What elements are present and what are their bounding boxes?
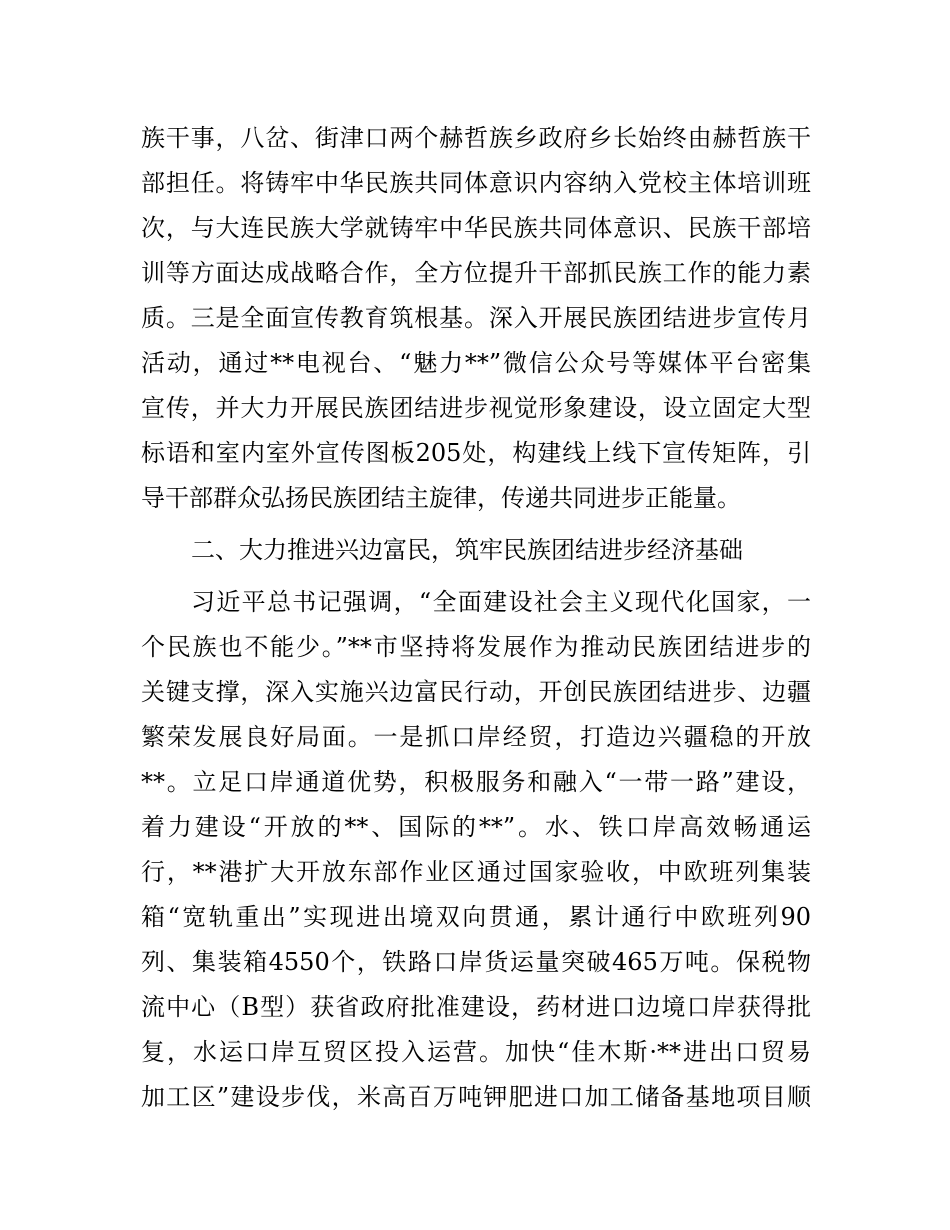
paragraph-line: 加工区”建设步伐，米高百万吨钾肥进口加工储备基地项目顺: [141, 1083, 811, 1111]
paragraph-line: 宣传，并大力开展民族团结进步视觉形象建设，设立固定大型: [141, 394, 811, 422]
paragraph-line: **。立足口岸通道优势，积极服务和融入“一带一路”建设，: [141, 768, 811, 796]
paragraph-line: 着力建设“开放的**、国际的**”。水、铁口岸高效畅通运: [141, 813, 811, 841]
document-body: [141, 116, 811, 1120]
paragraph-line: 列、集装箱4550个，铁路口岸货运量突破465万吨。保税物: [141, 948, 811, 976]
paragraph-1: [141, 116, 811, 521]
paragraph-line: 标语和室内室外宣传图板205处，构建线上线下宣传矩阵，引: [141, 439, 811, 467]
paragraph-line: 次，与大连民族大学就铸牢中华民族共同体意识、民族干部培: [141, 214, 811, 242]
section-heading: 二、大力推进兴边富民，筑牢民族团结进步经济基础: [191, 536, 743, 564]
paragraph-2: [141, 580, 811, 1120]
paragraph-line: 导干部群众弘扬民族团结主旋律，传递共同进步正能量。: [141, 484, 741, 512]
paragraph-line: 箱“宽轨重出”实现进出境双向贯通，累计通行中欧班列90: [141, 903, 811, 931]
paragraph-line: 质。三是全面宣传教育筑根基。深入开展民族团结进步宣传月: [141, 304, 811, 332]
paragraph-line: 复，水运口岸互贸区投入运营。加快“佳木斯·**进出口贸易: [141, 1038, 811, 1066]
paragraph-line: 部担任。将铸牢中华民族共同体意识内容纳入党校主体培训班: [141, 169, 811, 197]
paragraph-line: 关键支撑，深入实施兴边富民行动，开创民族团结进步、边疆: [141, 678, 811, 706]
paragraph-line: 族干事，八岔、街津口两个赫哲族乡政府乡长始终由赫哲族干: [141, 124, 811, 152]
paragraph-line: 活动，通过**电视台、“魅力**”微信公众号等媒体平台密集: [141, 349, 811, 377]
paragraph-line: 繁荣发展良好局面。一是抓口岸经贸，打造边兴疆稳的开放: [141, 723, 811, 751]
paragraph-line: 训等方面达成战略合作，全方位提升干部抓民族工作的能力素: [141, 259, 811, 287]
paragraph-spacer: [141, 573, 811, 580]
paragraph-line: 流中心（B型）获省政府批准建设，药材进口边境口岸获得批: [141, 993, 811, 1021]
paragraph-line: 个民族也不能少。”**市坚持将发展作为推动民族团结进步的: [141, 633, 811, 661]
paragraph-line: 行，**港扩大开放东部作业区通过国家验收，中欧班列集装: [141, 858, 811, 886]
paragraph-spacer: [141, 521, 811, 528]
paragraph-line: 习近平总书记强调，“全面建设社会主义现代化国家，一: [191, 588, 811, 616]
